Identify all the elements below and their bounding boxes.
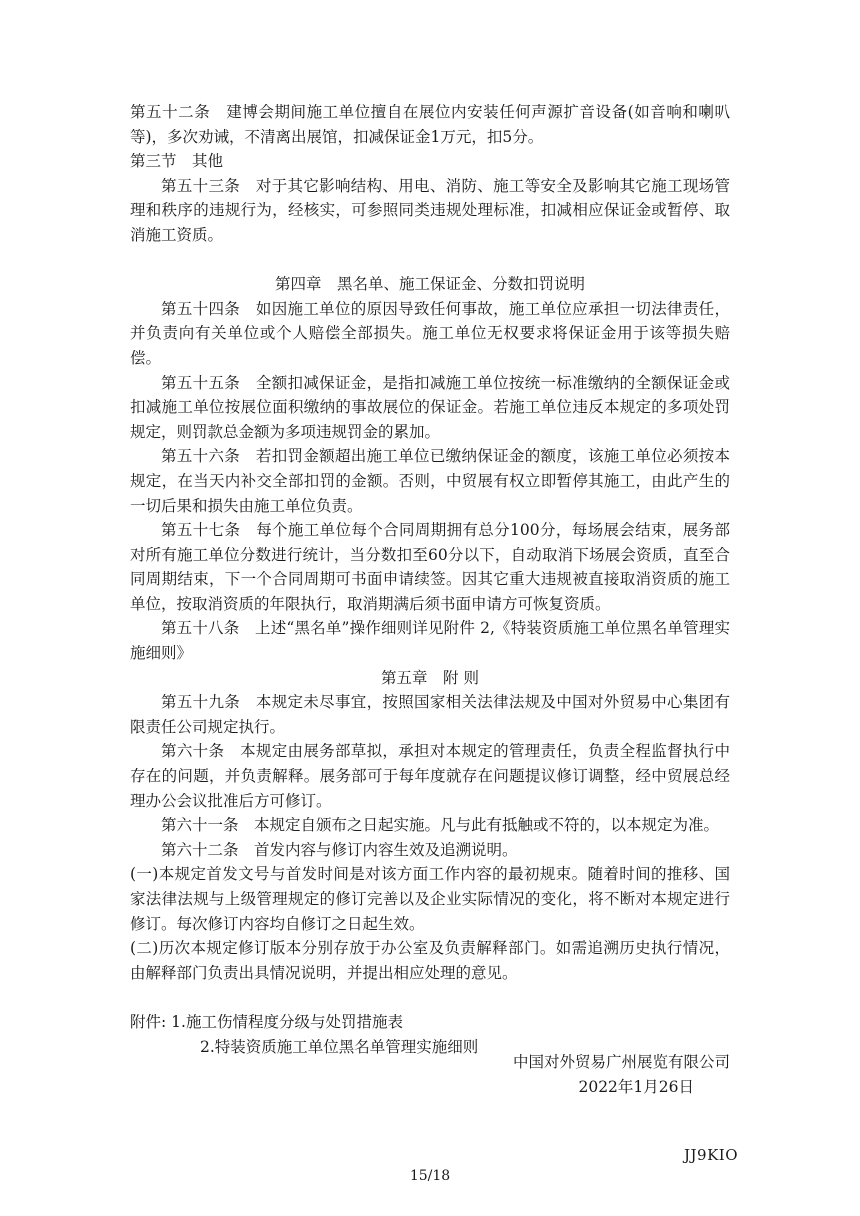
issuing-organization: 中国对外贸易广州展览有限公司 <box>512 1053 730 1071</box>
page-number: 15/18 <box>409 1168 451 1184</box>
attachment-item-2: 2.特装资质施工单位黑名单管理实施细则 <box>200 1037 479 1056</box>
document-body <box>130 100 730 1059</box>
article-62-item-1: (一)本规定首发文号与首发时间是对该方面工作内容的最初规束。随着时间的推移、国家法律法规与上级管理规定的修订完善以及企业实际情况的变化，将不断对本规定进行修订。每次修订内容均自修订之日起生效。 <box>130 865 730 933</box>
section-3-heading: 第三节 其他 <box>130 152 224 171</box>
article-62: 第六十二条 首发内容与修订内容生效及追溯说明。 <box>161 840 518 859</box>
article-56: 第五十六条 若扣罚金额超出施工单位已缴纳保证金的额度，该施工单位必须按本规定，在当天内补交全部扣罚的金额。否则，中贸展有权立即暂停其施工，由此产生的一切后果和损失由施工单位负责。 <box>130 447 730 515</box>
article-59: 第五十九条 本规定未尽事宜，按照国家相关法律法规及中国对外贸易中心集团有限责任公司规定执行。 <box>130 693 730 736</box>
attachment-item-1: 附件: 1.施工伤情程度分级与处罚措施表 <box>130 1012 403 1031</box>
issue-date: 2022年1月26日 <box>578 1077 694 1096</box>
signature-block <box>513 1050 730 1099</box>
article-61: 第六十一条 本规定自颁布之日起实施。凡与此有抵触或不符的，以本规定为准。 <box>161 816 720 835</box>
document-code: JJ9KIO <box>684 1146 738 1164</box>
chapter-5-heading: 第五章 附 则 <box>381 668 479 687</box>
article-60: 第六十条 本规定由展务部草拟，承担对本规定的管理责任，负责全程监督执行中存在的问题，并负责解释。展务部可于每年度就存在问题提议修订调整，经中贸展总经理办公会议批准后方可修订。 <box>130 742 730 810</box>
article-53: 第五十三条 对于其它影响结构、用电、消防、施工等安全及影响其它施工现场管理和秩序的违规行为，经核实，可参照同类违规处理标准，扣减相应保证金或暂停、取消施工资质。 <box>130 176 730 244</box>
article-58: 第五十八条 上述“黑名单”操作细则详见附件 2,《特装资质施工单位黑名单管理实施细则》 <box>130 619 730 663</box>
article-62-item-2: (二)历次本规定修订版本分别存放于办公室及负责解释部门。如需追溯历史执行情况，由解释部门负责出具情况说明，并提出相应处理的意见。 <box>130 939 730 982</box>
chapter-4-heading: 第四章 黑名单、施工保证金、分数扣罚说明 <box>274 275 585 294</box>
article-55: 第五十五条 全额扣减保证金，是指扣减施工单位按统一标准缴纳的全额保证金或扣减施工单位按展位面积缴纳的事故展位的保证金。若施工单位违反本规定的多项处罚规定，则罚款总金额为多项违规罚金的累加。 <box>130 373 730 441</box>
article-57: 第五十七条 每个施工单位每个合同周期拥有总分100分，每场展会结束，展务部对所有施工单位分数进行统计，当分数扣至60分以下，自动取消下场展会资质，直至合同周期结束，下一个合同周期可书面申请续签。因其它重大违规被直接取消资质的施工单位，按取消资质的年限执行，取消期满后须书面申请方可恢复资质。 <box>130 521 730 613</box>
article-54: 第五十四条 如因施工单位的原因导致任何事故，施工单位应承担一切法律责任，并负责向有关单位或个人赔偿全部损失。施工单位无权要求将保证金用于该等损失赔偿。 <box>130 299 730 367</box>
article-52: 第五十二条 建博会期间施工单位擅自在展位内安装任何声源扩音设备(如音响和喇叭等)，多次劝诫，不清离出展馆，扣减保证金1万元，扣5分。 <box>130 103 730 146</box>
